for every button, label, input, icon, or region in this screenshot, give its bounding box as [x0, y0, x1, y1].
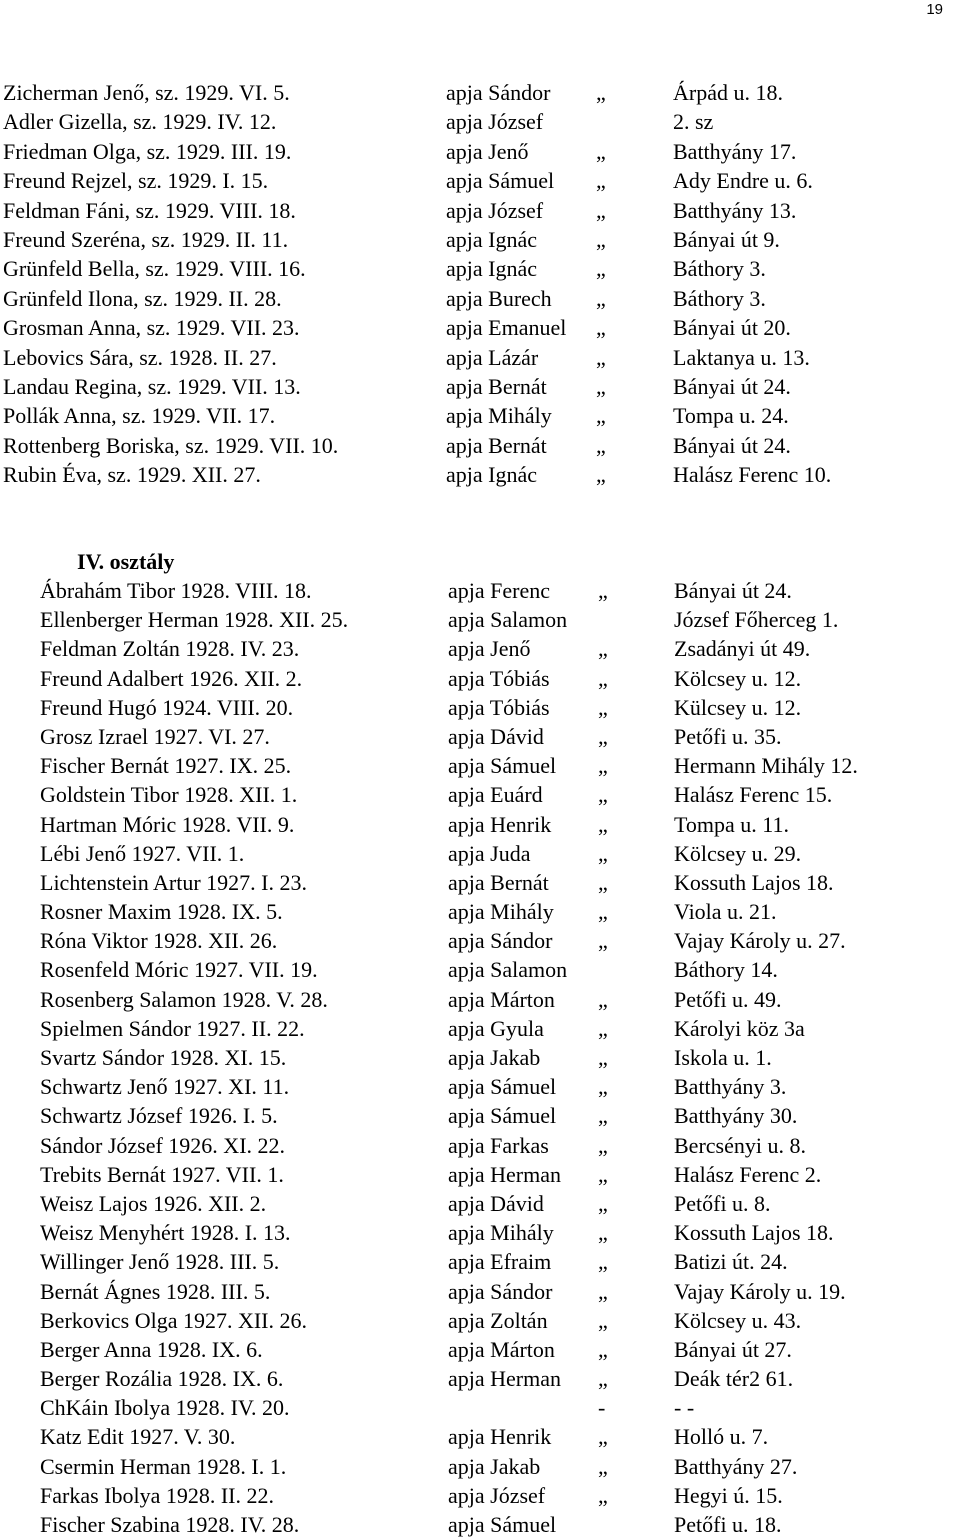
father-name: apja Jakab [448, 1045, 541, 1070]
ditto-mark: „ [598, 1045, 608, 1070]
list-item [0, 1306, 960, 1335]
father-name: apja Mihály [446, 403, 552, 429]
student-name: Hartman Móric 1928. VII. 9. [40, 811, 295, 837]
class-list-section-1 [0, 78, 960, 489]
student-name: Rubin Éva, sz. 1929. XII. 27. [3, 462, 261, 488]
father-name: apja Sámuel [446, 168, 555, 194]
ditto-mark: „ [598, 811, 608, 837]
address: Bányai út 20. [673, 315, 791, 341]
address: - - [674, 1395, 695, 1421]
list-item [0, 1277, 960, 1306]
list-item [0, 401, 960, 430]
list-item [0, 166, 960, 195]
address: Kossuth Lajos 18. [674, 869, 834, 895]
student-name: Rottenberg Boriska, sz. 1929. VII. 10. [3, 432, 339, 458]
ditto-mark: „ [598, 723, 608, 749]
address: Kölcsey u. 29. [674, 840, 802, 866]
father-name: apja József [448, 1482, 546, 1508]
address: Bányai út 27. [674, 1336, 792, 1362]
address: Vajay Károly u. 27. [674, 928, 846, 954]
ditto-mark: „ [596, 344, 606, 370]
student-name: Lebovics Sára, sz. 1928. II. 27. [3, 344, 277, 370]
list-item [0, 372, 960, 401]
list-item [0, 137, 960, 166]
student-name: Berger Anna 1928. IX. 6. [40, 1336, 263, 1362]
list-item [0, 722, 960, 751]
ditto-mark: „ [598, 899, 608, 925]
ditto-mark: „ [598, 1336, 608, 1362]
student-name: Spielmen Sándor 1927. II. 22. [40, 1015, 305, 1041]
ditto-mark: „ [596, 285, 606, 311]
address: Hegyi ú. 15. [674, 1482, 783, 1508]
father-name: apja Dávid [448, 1190, 544, 1216]
address: Halász Ferenc 15. [674, 782, 833, 808]
father-name: apja Sámuel [448, 1512, 557, 1537]
student-name: Rosenberg Salamon 1928. V. 28. [40, 986, 328, 1012]
section-heading-row [0, 547, 960, 576]
address: Batthyány 30. [674, 1103, 798, 1129]
father-name: apja Jenő [446, 138, 529, 164]
address: Batthyány 17. [673, 138, 797, 164]
father-name: apja Sámuel [448, 753, 557, 779]
ditto-mark: „ [598, 1366, 608, 1392]
ditto-mark: „ [596, 373, 606, 399]
student-name: Ábrahám Tibor 1928. VIII. 18. [40, 578, 312, 603]
ditto-mark: „ [598, 869, 608, 895]
list-item [0, 605, 960, 634]
list-item [0, 1364, 960, 1393]
address: Kölcsey u. 12. [674, 665, 802, 691]
address: Petőfi u. 35. [674, 723, 782, 749]
student-name: Farkas Ibolya 1928. II. 22. [40, 1482, 275, 1508]
ditto-mark: „ [596, 256, 606, 282]
father-name: apja Jakab [448, 1453, 541, 1479]
list-item [0, 1422, 960, 1451]
student-name: Svartz Sándor 1928. XI. 15. [40, 1045, 287, 1070]
ditto-mark: „ [596, 197, 606, 223]
address: Károlyi köz 3a [674, 1015, 805, 1041]
ditto-mark: „ [598, 578, 608, 603]
father-name: apja Lázár [446, 344, 539, 370]
list-item [0, 1189, 960, 1218]
class-list-section-iv [0, 547, 960, 1539]
father-name: apja Ignác [446, 462, 537, 488]
ditto-mark: „ [598, 1278, 608, 1304]
ditto-mark: „ [598, 1424, 608, 1450]
student-name: Freund Adalbert 1926. XII. 2. [40, 665, 303, 691]
father-name: apja Burech [446, 285, 552, 311]
address: Kossuth Lajos 18. [674, 1220, 834, 1246]
student-name: Róna Viktor 1928. XII. 26. [40, 928, 278, 954]
section-heading: IV. osztály [77, 549, 175, 574]
list-item [0, 985, 960, 1014]
student-name: Grünfeld Bella, sz. 1929. VIII. 16. [3, 256, 306, 282]
list-item [0, 693, 960, 722]
address: Báthory 14. [674, 957, 778, 983]
list-item [0, 225, 960, 254]
address: Bányai út 9. [673, 226, 780, 252]
student-name: Berkovics Olga 1927. XII. 26. [40, 1307, 308, 1333]
student-name: Fischer Szabina 1928. IV. 28. [40, 1512, 300, 1537]
father-name: apja Herman [448, 1161, 561, 1187]
student-name: Willinger Jenő 1928. III. 5. [40, 1249, 280, 1275]
student-name: Rosenfeld Móric 1927. VII. 19. [40, 957, 318, 983]
ditto-mark: „ [598, 1103, 608, 1129]
ditto-mark: - [598, 1395, 606, 1421]
list-item [0, 751, 960, 780]
ditto-mark: „ [598, 1249, 608, 1275]
ditto-mark: „ [596, 138, 606, 164]
address: Ady Endre u. 6. [673, 168, 813, 194]
list-item [0, 1072, 960, 1101]
address: Bercsényi u. 8. [674, 1132, 806, 1158]
father-name: apja Ignác [446, 256, 537, 282]
list-item [0, 284, 960, 313]
student-name: Sándor József 1926. XI. 22. [40, 1132, 286, 1158]
address: Batizi út. 24. [674, 1249, 788, 1275]
ditto-mark: „ [598, 636, 608, 662]
list-item [0, 1014, 960, 1043]
father-name: apja Bernát [446, 373, 547, 399]
father-name: apja Sámuel [448, 1074, 557, 1100]
father-name: apja Gyula [448, 1015, 544, 1041]
student-name: Ellenberger Herman 1928. XII. 25. [40, 607, 349, 633]
address: Báthory 3. [673, 256, 766, 282]
list-item [0, 955, 960, 984]
father-name: apja József [446, 197, 544, 223]
student-name: Trebits Bernát 1927. VII. 1. [40, 1161, 284, 1187]
student-name: Landau Regina, sz. 1929. VII. 13. [3, 373, 301, 399]
father-name: apja Sándor [446, 80, 551, 105]
father-name: apja Herman [448, 1366, 561, 1392]
list-item [0, 1247, 960, 1276]
father-name: apja Márton [448, 1336, 555, 1362]
father-name: apja Márton [448, 986, 555, 1012]
address: Kölcsey u. 43. [674, 1307, 802, 1333]
address: Bányai út 24. [673, 373, 791, 399]
student-name: Katz Edit 1927. V. 30. [40, 1424, 236, 1450]
father-name: apja Bernát [448, 869, 549, 895]
student-name: Lébi Jenő 1927. VII. 1. [40, 840, 245, 866]
list-item [0, 634, 960, 663]
list-item [0, 313, 960, 342]
student-name: Pollák Anna, sz. 1929. VII. 17. [3, 403, 276, 429]
father-name: apja Tóbiás [448, 665, 550, 691]
student-name: Schwartz József 1926. I. 5. [40, 1103, 278, 1129]
address: Petőfi u. 18. [674, 1512, 782, 1537]
address: Báthory 3. [673, 285, 766, 311]
father-name: apja Henrik [448, 811, 552, 837]
list-item [0, 780, 960, 809]
ditto-mark: „ [598, 1220, 608, 1246]
address: Petőfi u. 8. [674, 1190, 771, 1216]
address: Laktanya u. 13. [673, 344, 810, 370]
ditto-mark: „ [596, 315, 606, 341]
student-name: Rosner Maxim 1928. IX. 5. [40, 899, 283, 925]
address: Halász Ferenc 10. [673, 462, 832, 488]
father-name: apja Salamon [448, 957, 568, 983]
student-name: Csermin Herman 1928. I. 1. [40, 1453, 287, 1479]
ditto-mark: „ [598, 1190, 608, 1216]
list-item [0, 1452, 960, 1481]
address: Petőfi u. 49. [674, 986, 782, 1012]
ditto-mark: „ [598, 753, 608, 779]
list-item [0, 664, 960, 693]
ditto-mark: „ [598, 1482, 608, 1508]
list-item [0, 926, 960, 955]
ditto-mark: „ [596, 432, 606, 458]
father-name: apja József [446, 109, 544, 135]
father-name: apja Bernát [446, 432, 547, 458]
address: Batthyány 27. [674, 1453, 798, 1479]
list-item [0, 254, 960, 283]
list-item [0, 431, 960, 460]
ditto-mark: „ [598, 986, 608, 1012]
father-name: apja Jenő [448, 636, 531, 662]
ditto-mark: „ [598, 928, 608, 954]
student-name: Goldstein Tibor 1928. XII. 1. [40, 782, 298, 808]
ditto-mark: „ [596, 403, 606, 429]
address: Batthyány 3. [674, 1074, 787, 1100]
list-item [0, 78, 960, 107]
father-name: apja Emanuel [446, 315, 567, 341]
student-name: Grünfeld Ilona, sz. 1929. II. 28. [3, 285, 282, 311]
father-name: apja Zoltán [448, 1307, 548, 1333]
address: Tompa u. 24. [673, 403, 789, 429]
ditto-mark: „ [598, 1453, 608, 1479]
student-name: Feldman Zoltán 1928. IV. 23. [40, 636, 300, 662]
student-name: Freund Hugó 1924. VIII. 20. [40, 694, 294, 720]
father-name: apja Ignác [446, 226, 537, 252]
student-name: Fischer Bernát 1927. IX. 25. [40, 753, 292, 779]
address: Zsadányi út 49. [674, 636, 811, 662]
address: Viola u. 21. [674, 899, 777, 925]
address: Árpád u. 18. [673, 80, 783, 105]
list-item [0, 343, 960, 372]
student-name: Grosz Izrael 1927. VI. 27. [40, 723, 270, 749]
student-name: Freund Rejzel, sz. 1929. I. 15. [3, 168, 269, 194]
address: Bányai út 24. [673, 432, 791, 458]
list-item [0, 1101, 960, 1130]
ditto-mark: „ [596, 226, 606, 252]
father-name: apja Dávid [448, 723, 544, 749]
list-item [0, 196, 960, 225]
list-item [0, 1335, 960, 1364]
father-name: apja Euárd [448, 782, 543, 808]
father-name: apja Farkas [448, 1132, 549, 1158]
list-item [0, 460, 960, 489]
ditto-mark: „ [598, 665, 608, 691]
student-name: Lichtenstein Artur 1927. I. 23. [40, 869, 308, 895]
father-name: apja Sándor [448, 928, 553, 954]
address: Batthyány 13. [673, 197, 797, 223]
ditto-mark: „ [598, 1074, 608, 1100]
father-name: apja Sámuel [448, 1103, 557, 1129]
list-item [0, 576, 960, 605]
ditto-mark: „ [596, 80, 606, 105]
list-item [0, 1218, 960, 1247]
student-name: Friedman Olga, sz. 1929. III. 19. [3, 138, 292, 164]
father-name: apja Ferenc [448, 578, 550, 603]
student-name: ChKáin Ibolya 1928. IV. 20. [40, 1395, 290, 1421]
student-name: Weisz Menyhért 1928. I. 13. [40, 1220, 291, 1246]
ditto-mark: „ [598, 782, 608, 808]
ditto-mark: „ [598, 1161, 608, 1187]
father-name: apja Juda [448, 840, 531, 866]
address: Hermann Mihály 12. [674, 753, 858, 779]
list-item [0, 1510, 960, 1539]
ditto-mark: „ [598, 1307, 608, 1333]
student-name: Feldman Fáni, sz. 1929. VIII. 18. [3, 197, 296, 223]
list-item [0, 839, 960, 868]
address: Iskola u. 1. [674, 1045, 772, 1070]
address: Holló u. 7. [674, 1424, 769, 1450]
list-item [0, 1160, 960, 1189]
address: Tompa u. 11. [674, 811, 789, 837]
ditto-mark: „ [598, 1015, 608, 1041]
student-name: Schwartz Jenő 1927. XI. 11. [40, 1074, 290, 1100]
address: 2. sz [673, 109, 714, 135]
father-name: apja Mihály [448, 899, 554, 925]
ditto-mark: „ [596, 168, 606, 194]
student-name: Freund Szeréna, sz. 1929. II. 11. [3, 226, 289, 252]
student-name: Zicherman Jenő, sz. 1929. VI. 5. [3, 80, 290, 105]
father-name: apja Henrik [448, 1424, 552, 1450]
father-name: apja Sándor [448, 1278, 553, 1304]
student-name: Grosman Anna, sz. 1929. VII. 23. [3, 315, 300, 341]
list-item [0, 1393, 960, 1422]
ditto-mark: „ [598, 840, 608, 866]
ditto-mark: „ [598, 1132, 608, 1158]
list-item [0, 868, 960, 897]
ditto-mark: „ [596, 462, 606, 488]
student-name: Berger Rozália 1928. IX. 6. [40, 1366, 284, 1392]
father-name: apja Tóbiás [448, 694, 550, 720]
student-name: Adler Gizella, sz. 1929. IV. 12. [3, 109, 277, 135]
address: Halász Ferenc 2. [674, 1161, 822, 1187]
student-name: Weisz Lajos 1926. XII. 2. [40, 1190, 267, 1216]
address: József Főherceg 1. [674, 607, 839, 633]
father-name: apja Salamon [448, 607, 568, 633]
list-item [0, 107, 960, 136]
student-name: Bernát Ágnes 1928. III. 5. [40, 1278, 271, 1304]
address: Bányai út 24. [674, 578, 792, 603]
list-item [0, 1481, 960, 1510]
address: Vajay Károly u. 19. [674, 1278, 846, 1304]
address: Deák tér2 61. [674, 1366, 794, 1392]
page-number: 19 [926, 1, 943, 18]
list-item [0, 1043, 960, 1072]
ditto-mark: „ [598, 694, 608, 720]
address: Külcsey u. 12. [674, 694, 802, 720]
father-name: apja Efraim [448, 1249, 552, 1275]
list-item [0, 810, 960, 839]
father-name: apja Mihály [448, 1220, 554, 1246]
list-item [0, 1131, 960, 1160]
list-item [0, 897, 960, 926]
